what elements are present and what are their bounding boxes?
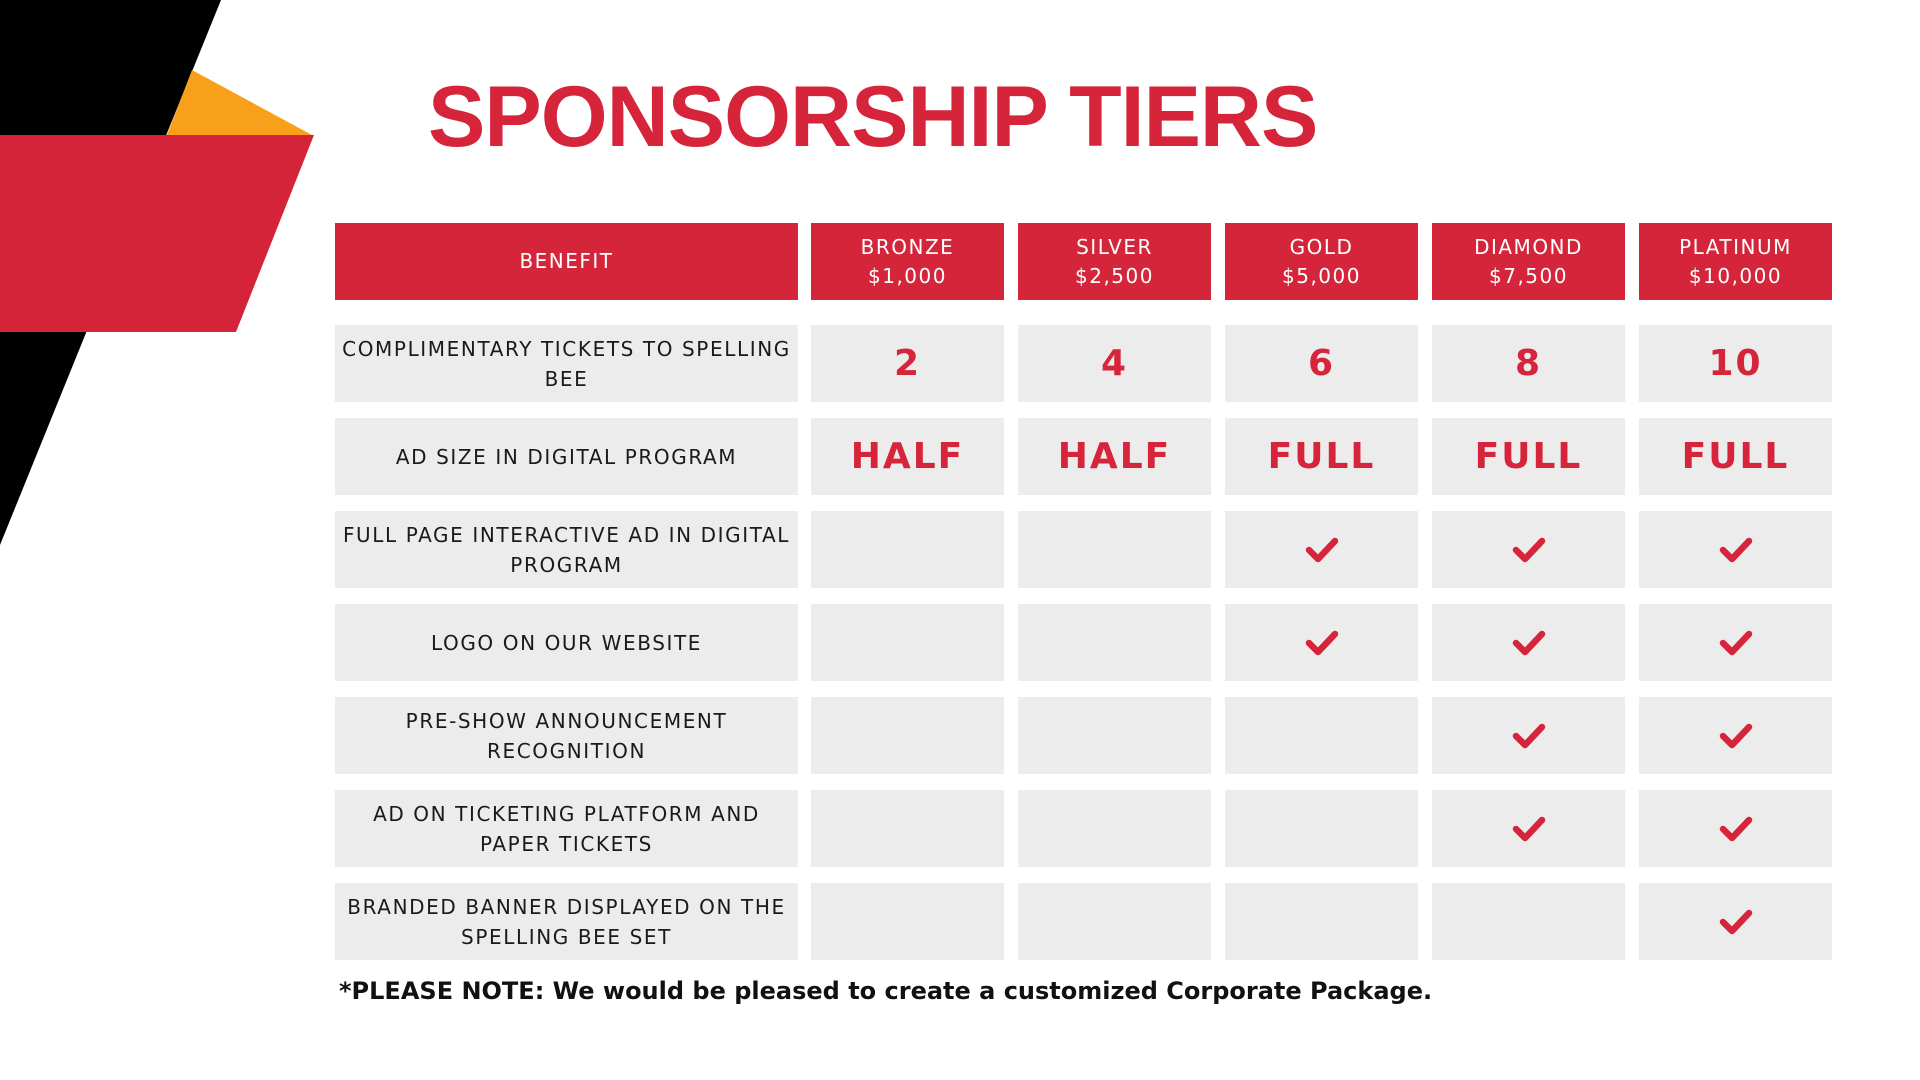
checkmark-icon	[1304, 629, 1340, 657]
tier-cell	[1639, 883, 1832, 960]
tier-value: 6	[1307, 343, 1336, 384]
tier-cell	[1018, 418, 1211, 495]
tier-cell	[1225, 790, 1418, 867]
tier-cell	[1432, 418, 1625, 495]
tier-value: 8	[1514, 343, 1543, 384]
tier-cell	[1225, 418, 1418, 495]
tier-value: HALF	[850, 436, 965, 477]
tier-cell	[1018, 325, 1211, 402]
table-row	[0, 883, 1920, 960]
tier-price: $2,500	[1075, 263, 1154, 288]
tier-name: GOLD	[1289, 234, 1354, 259]
benefit-label: FULL PAGE INTERACTIVE AD IN DIGITAL PROGRAM	[342, 522, 791, 577]
tier-price: $5,000	[1282, 263, 1361, 288]
tier-cell	[1432, 790, 1625, 867]
tier-cell	[1432, 883, 1625, 960]
benefit-cell	[335, 418, 798, 495]
tier-cell	[811, 325, 1004, 402]
tier-cell	[1432, 697, 1625, 774]
checkmark-icon	[1718, 815, 1754, 843]
tier-name: BRONZE	[860, 234, 955, 259]
tier-cell	[1432, 325, 1625, 402]
tier-value: FULL	[1474, 436, 1583, 477]
table-row	[0, 325, 1920, 402]
benefit-header-label: BENEFIT	[519, 249, 614, 273]
tier-price: $1,000	[868, 263, 947, 288]
tier-cell	[1639, 697, 1832, 774]
benefit-label: PRE-SHOW ANNOUNCEMENT RECOGNITION	[405, 708, 728, 763]
tier-cell	[1639, 418, 1832, 495]
tier-cell	[811, 604, 1004, 681]
benefit-label: AD SIZE IN DIGITAL PROGRAM	[395, 444, 738, 469]
benefit-label: BRANDED BANNER DISPLAYED ON THE SPELLING BEE SET	[347, 894, 786, 949]
tier-cell	[1225, 697, 1418, 774]
tier-name: PLATINUM	[1679, 234, 1792, 259]
tier-cell	[1225, 604, 1418, 681]
tier-value: 2	[893, 343, 922, 384]
benefit-cell	[335, 790, 798, 867]
tier-cell	[1639, 511, 1832, 588]
table-row	[0, 790, 1920, 867]
tier-cell	[1639, 604, 1832, 681]
checkmark-icon	[1511, 536, 1547, 564]
tier-cell	[1018, 883, 1211, 960]
tier-price: $10,000	[1688, 263, 1783, 288]
tier-header-platinum	[1639, 223, 1832, 300]
tier-value: FULL	[1681, 436, 1790, 477]
tier-cell	[811, 883, 1004, 960]
tier-cell	[811, 790, 1004, 867]
tier-cell	[1225, 883, 1418, 960]
checkmark-icon	[1718, 536, 1754, 564]
tier-price: $7,500	[1489, 263, 1568, 288]
benefit-label: COMPLIMENTARY TICKETS TO SPELLING BEE	[342, 336, 791, 391]
tier-cell	[811, 418, 1004, 495]
tier-cell	[1225, 325, 1418, 402]
tier-name: SILVER	[1076, 234, 1153, 259]
tier-cell	[1432, 604, 1625, 681]
tier-cell	[1018, 604, 1211, 681]
tier-cell	[811, 511, 1004, 588]
table-row	[0, 697, 1920, 774]
tier-cell	[1639, 790, 1832, 867]
note-text: *PLEASE NOTE: We would be pleased to create a customized Corporate Package.	[339, 977, 1433, 1005]
tier-value: 10	[1708, 343, 1763, 384]
table-row	[0, 511, 1920, 588]
tier-header-bronze	[811, 223, 1004, 300]
tier-cell	[1018, 697, 1211, 774]
benefit-cell	[335, 883, 798, 960]
tier-value: FULL	[1267, 436, 1376, 477]
checkmark-icon	[1718, 722, 1754, 750]
tier-header-silver	[1018, 223, 1211, 300]
tier-cell	[1639, 325, 1832, 402]
benefit-header	[335, 223, 798, 300]
tier-value: 4	[1100, 343, 1129, 384]
checkmark-icon	[1304, 536, 1340, 564]
checkmark-icon	[1718, 629, 1754, 657]
table-row	[0, 418, 1920, 495]
checkmark-icon	[1718, 908, 1754, 936]
page-title: SPONSORSHIP TIERS	[428, 69, 1318, 165]
benefit-cell	[335, 511, 798, 588]
orange-triangle	[167, 70, 312, 135]
benefit-cell	[335, 604, 798, 681]
checkmark-icon	[1511, 722, 1547, 750]
tier-cell	[1018, 511, 1211, 588]
benefit-label: LOGO ON OUR WEBSITE	[430, 630, 703, 655]
benefit-cell	[335, 325, 798, 402]
tier-name: DIAMOND	[1474, 234, 1583, 259]
table-header-row	[0, 223, 1920, 300]
tier-cell	[1225, 511, 1418, 588]
tier-header-diamond	[1432, 223, 1625, 300]
table-row	[0, 604, 1920, 681]
tier-value: HALF	[1057, 436, 1172, 477]
checkmark-icon	[1511, 629, 1547, 657]
tier-cell	[1018, 790, 1211, 867]
checkmark-icon	[1511, 815, 1547, 843]
tier-cell	[1432, 511, 1625, 588]
benefit-cell	[335, 697, 798, 774]
tier-header-gold	[1225, 223, 1418, 300]
benefit-label: AD ON TICKETING PLATFORM AND PAPER TICKETS	[373, 801, 760, 856]
tier-cell	[811, 697, 1004, 774]
